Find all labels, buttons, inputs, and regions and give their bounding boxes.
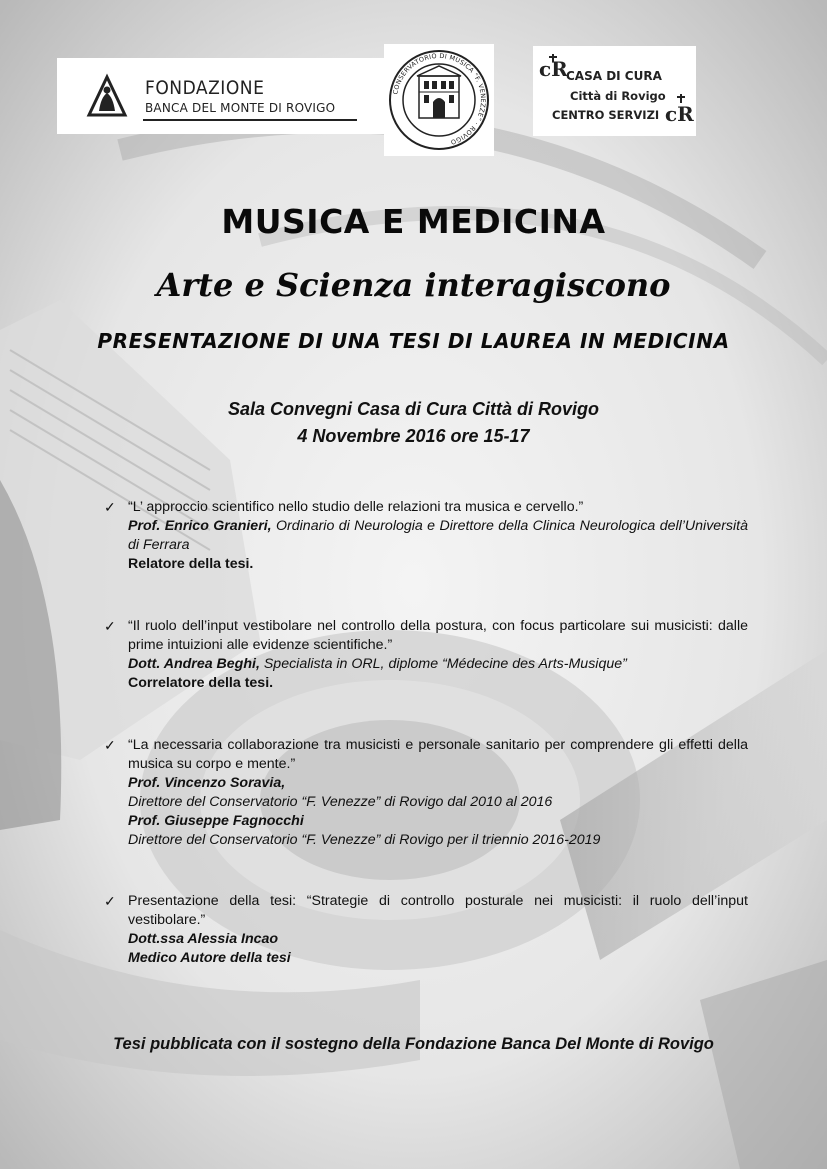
conservatorio-ring-text: CONSERVATORIO DI MUSICA “F. VENEZZE” · ROVIGO: [391, 51, 488, 147]
speaker-name: Prof. Vincenzo Soravia,: [128, 775, 286, 791]
svg-text:cR: cR: [539, 57, 568, 81]
speaker-description: Ordinario di Neurologia e Direttore della Clinica Neurologica dell’Università di Ferrara: [128, 518, 749, 553]
agenda-item: [104, 617, 748, 693]
speaker-name: Dott.ssa Alessia Incao: [128, 931, 279, 947]
checkmark-icon: ✓: [104, 737, 116, 753]
speaker-name: Dott. Andrea Beghi,: [128, 656, 260, 672]
casa-monogram-small-icon: [665, 94, 694, 126]
conservatorio-seal-icon: [387, 48, 491, 152]
speaker-role: Relatore della tesi.: [128, 556, 254, 572]
agenda-list: [104, 498, 748, 968]
casa-city: Città di Rovigo: [570, 89, 666, 103]
venue-place: Sala Convegni Casa di Cura Città di Rovigo: [227, 399, 600, 419]
page-tagline: PRESENTAZIONE DI UNA TESI DI LAUREA IN MEDICINA: [97, 329, 730, 353]
page-title: MUSICA E MEDICINA: [221, 202, 606, 241]
fondazione-subtitle: BANCA DEL MONTE DI ROVIGO: [145, 101, 336, 115]
agenda-item: [104, 736, 748, 850]
speaker-description: Specialista in ORL, diplome “Médecine des Arts-Musique”: [259, 656, 627, 672]
speaker-description: Direttore del Conservatorio “F. Venezze” di Rovigo dal 2010 al 2016: [128, 794, 553, 810]
speaker-name: Prof. Enrico Granieri,: [128, 518, 272, 534]
talk-title: Presentazione della tesi: “Strategie di controllo posturale nei musicisti: il ruolo dell’input vestibolare.”: [128, 893, 748, 928]
casa-name: CASA DI CURA: [566, 69, 662, 83]
checkmark-icon: ✓: [104, 618, 116, 634]
agenda-item: [104, 498, 748, 574]
speaker-name: Prof. Giuseppe Fagnocchi: [128, 813, 304, 829]
venue-date: 4 Novembre 2016 ore 15-17: [297, 426, 530, 446]
conservatorio-logo: [384, 44, 494, 156]
fondazione-emblem-icon: [87, 75, 127, 117]
fondazione-underline: [143, 119, 357, 121]
speaker-role: Medico Autore della tesi: [128, 950, 291, 966]
checkmark-icon: ✓: [104, 893, 116, 909]
talk-title: “L’ approccio scientifico nello studio delle relazioni tra musica e cervello.”: [128, 499, 584, 515]
talk-title: “Il ruolo dell’input vestibolare nel controllo della postura, con focus particolare sui musicisti: dalle prime intuizioni alle evidenze scientifiche.”: [128, 618, 748, 653]
svg-text:cR: cR: [665, 102, 694, 126]
checkmark-icon: ✓: [104, 499, 116, 515]
casa-di-cura-logo: [533, 46, 696, 136]
fondazione-logo: [57, 58, 384, 134]
speaker-role: Correlatore della tesi.: [128, 675, 274, 691]
sponsor-note: Tesi pubblicata con il sostegno della Fondazione Banca Del Monte di Rovigo: [113, 1035, 714, 1053]
speaker-line: [128, 517, 748, 555]
page-subtitle: Arte e Scienza interagiscono: [156, 266, 671, 304]
speaker-description: Direttore del Conservatorio “F. Venezze” di Rovigo per il triennio 2016-2019: [128, 832, 601, 848]
agenda-item: [104, 892, 748, 968]
fondazione-name: FONDAZIONE: [145, 77, 265, 99]
casa-monogram-icon: [539, 54, 568, 81]
talk-title: “La necessaria collaborazione tra musicisti e personale sanitario per comprendere gli effetti della musica su corpo e mente.”: [128, 737, 748, 772]
speaker-line: [128, 655, 748, 674]
casa-centro-servizi: CENTRO SERVIZI: [552, 108, 660, 122]
